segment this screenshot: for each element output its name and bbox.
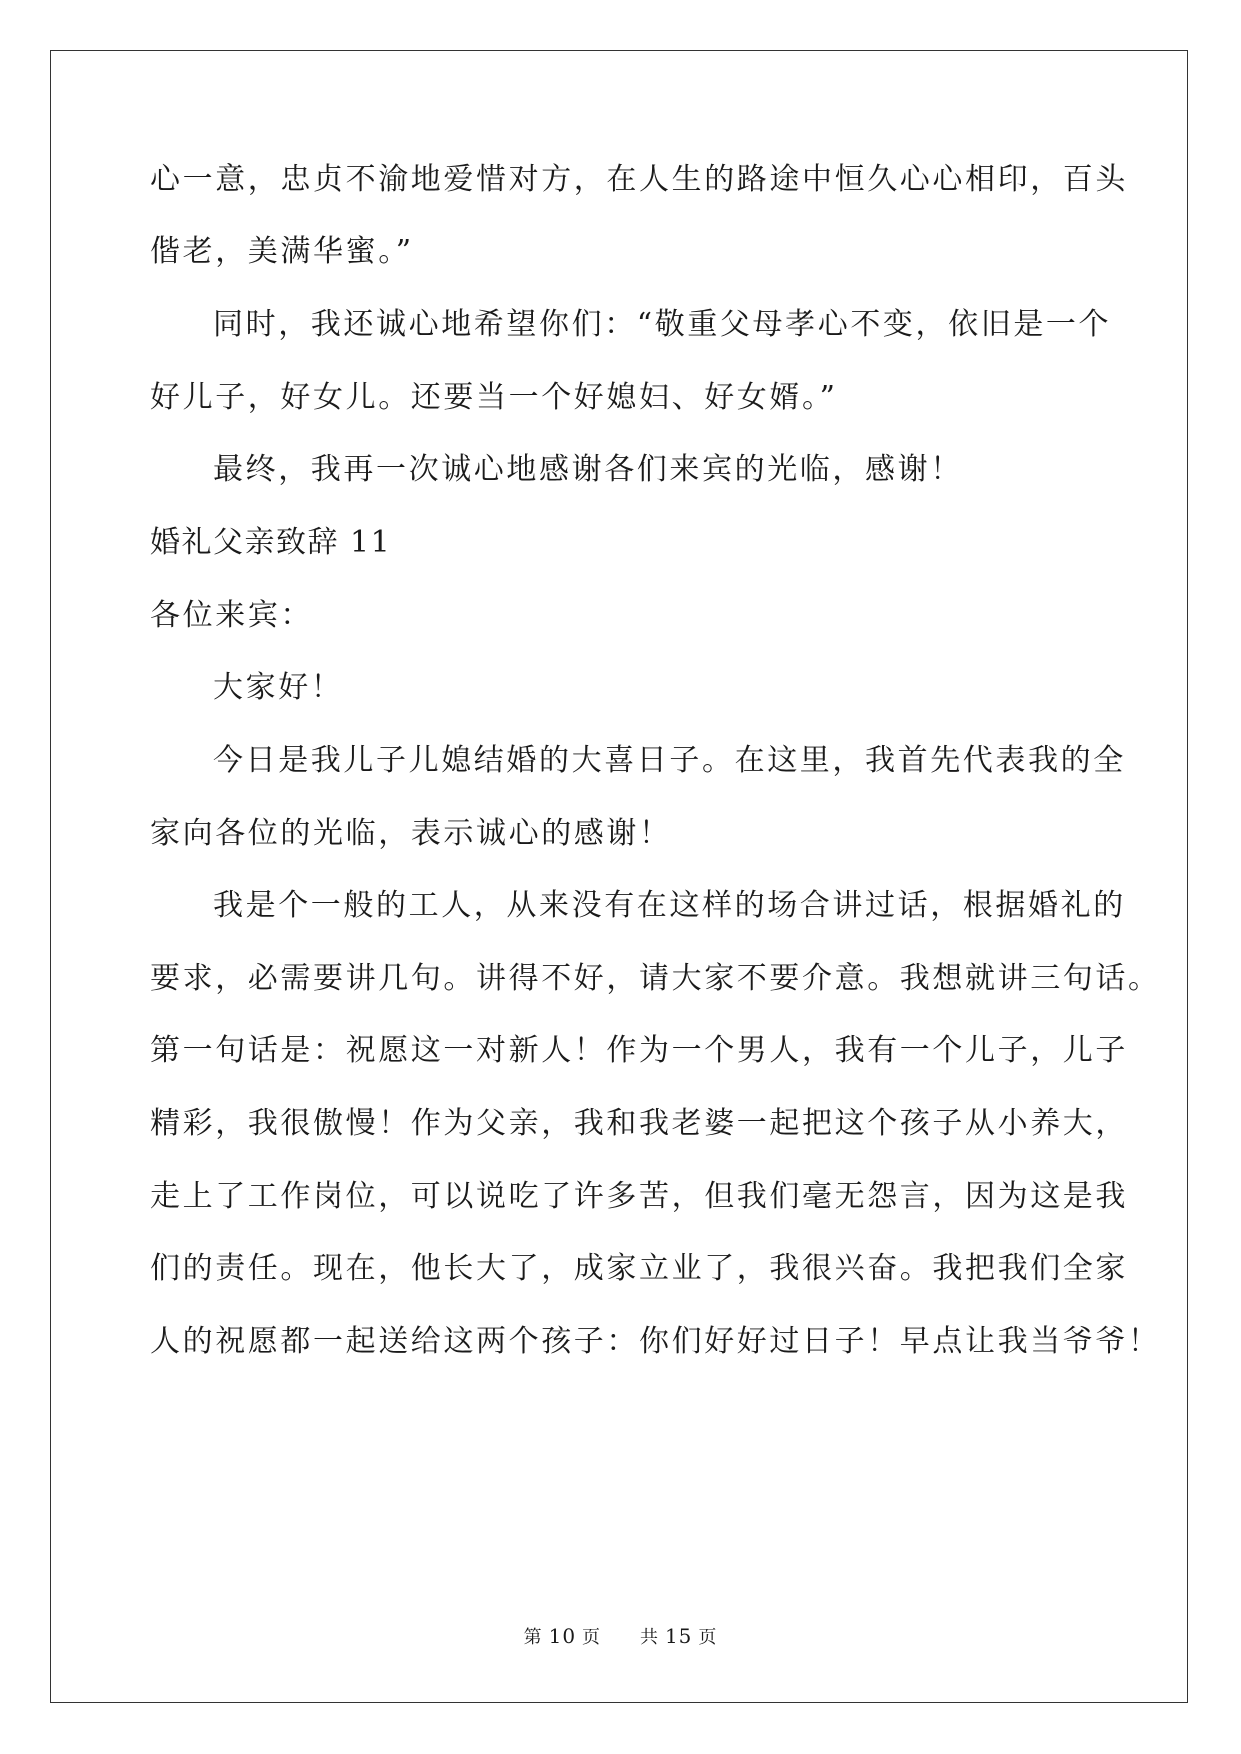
page-footer: [0, 1623, 1241, 1649]
body-line: 人的祝愿都一起送给这两个孩子：你们好好过日子！早点让我当爷爷！: [150, 1324, 1161, 1359]
total-indicator: [637, 1624, 720, 1648]
page-suffix: 页: [582, 1627, 602, 1648]
total-suffix: 页: [698, 1627, 718, 1648]
body-line: 第一句话是：祝愿这一对新人！作为一个男人，我有一个儿子，儿子: [150, 1033, 1128, 1068]
salutation: 各位来宾：: [150, 598, 313, 633]
body-line: 偕老，美满华蜜。”: [150, 234, 414, 269]
paragraph-first-line: 最终，我再一次诚心地感谢各们来宾的光临，感谢！: [213, 452, 963, 487]
paragraph-first-line: 我是个一般的工人，从来没有在这样的场合讲过话，根据婚礼的: [213, 888, 1126, 923]
page-indicator: [521, 1624, 604, 1648]
body-line: 走上了工作岗位，可以说吃了许多苦，但我们毫无怨言，因为这是我: [150, 1179, 1128, 1214]
paragraph-first-line: 同时，我还诚心地希望你们：“敬重父母孝心不变，依旧是一个: [213, 307, 1112, 342]
body-line: 们的责任。现在，他长大了，成家立业了，我很兴奋。我把我们全家: [150, 1251, 1128, 1286]
body-line: 精彩，我很傲慢！作为父亲，我和我老婆一起把这个孩子从小养大，: [150, 1106, 1128, 1141]
page-prefix: 第: [523, 1627, 543, 1648]
page-border: [50, 50, 1188, 1703]
body-line: 好儿子，好女儿。还要当一个好媳妇、好女婿。”: [150, 380, 838, 415]
body-line: 要求，必需要讲几句。讲得不好，请大家不要介意。我想就讲三句话。: [150, 961, 1161, 996]
body-line: 家向各位的光临，表示诚心的感谢！: [150, 816, 672, 851]
total-pages: 15: [664, 1624, 693, 1648]
total-prefix: 共: [639, 1627, 659, 1648]
page-number: 10: [548, 1624, 577, 1648]
greeting: 大家好！: [213, 670, 344, 705]
body-line: 心一意，忠贞不渝地爱惜对方，在人生的路途中恒久心心相印，百头: [150, 162, 1128, 197]
paragraph-first-line: 今日是我儿子儿媳结婚的大喜日子。在这里，我首先代表我的全: [213, 743, 1126, 778]
section-heading: 婚礼父亲致辞 11: [150, 525, 392, 560]
